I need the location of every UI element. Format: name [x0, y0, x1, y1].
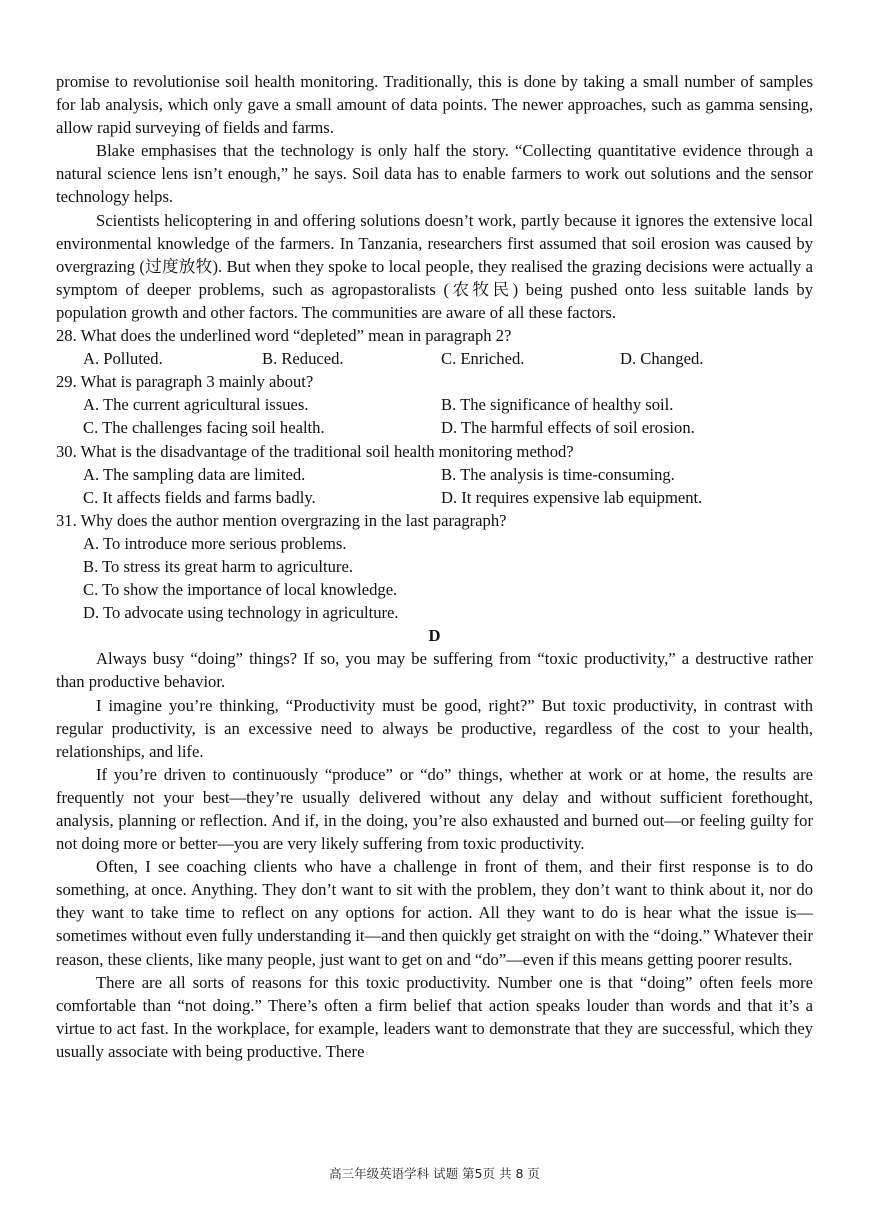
option-b: B. Reduced.	[262, 349, 344, 369]
question-stem: 29. What is paragraph 3 mainly about?	[56, 372, 314, 392]
option-a: A. Polluted.	[83, 349, 163, 369]
option-c: C. Enriched.	[441, 349, 525, 369]
question-30	[56, 440, 813, 509]
passage-d-paragraph: I imagine you’re thinking, “Productivity must be good, right?” But toxic productivity, in contrast with regular productivity, is an excessive need to always be productive, regardless of the cost to your health, relationships, and life.	[56, 695, 813, 761]
option-c: C. It affects fields and farms badly.	[83, 487, 316, 507]
option-b: B. The significance of healthy soil.	[441, 395, 674, 415]
exam-page-body	[56, 70, 813, 1063]
passage-c-paragraph: promise to revolutionise soil health monitoring. Traditionally, this is done by taking a small number of samples for lab analysis, which only gave a small amount of data points. The newer approaches, such as gamma sensing, allow rapid surveying of fields and farms.	[56, 72, 813, 138]
option-d: D. To advocate using technology in agriculture.	[83, 603, 399, 623]
question-stem: 31. Why does the author mention overgrazing in the last paragraph?	[56, 510, 507, 530]
question-options	[56, 463, 813, 486]
question-29	[56, 370, 813, 439]
option-b: B. To stress its great harm to agriculture.	[83, 556, 353, 576]
question-options	[56, 393, 813, 416]
question-options	[56, 486, 813, 509]
question-options	[56, 347, 813, 370]
passage-d-paragraph: If you’re driven to continuously “produce” or “do” things, whether at work or at home, the results are frequently not your best—they’re usually delivered without any delay and without sufficient forethought, analysis, planning or reflection. And if, in the doing, you’re also exhausted and burned out—or feeling guilty for not doing more or better—you are very likely suffering from toxic productivity.	[56, 764, 813, 854]
question-28	[56, 324, 813, 370]
question-stem: 30. What is the disadvantage of the traditional soil health monitoring method?	[56, 441, 574, 461]
option-d: D. The harmful effects of soil erosion.	[441, 418, 695, 438]
passage-c-paragraph: Scientists helicoptering in and offering solutions doesn’t work, partly because it ignores the extensive local environmental knowledge of the farmers. In Tanzania, researchers first assumed that soil erosion was caused by overgrazing (过度放牧). But when they spoke to local people, they realised the grazing decisions were actually a symptom of deeper problems, such as agropastoralists (农牧民) being pushed onto less suitable lands by population growth and other factors. The communities are aware of all these factors.	[56, 210, 813, 322]
question-stem: 28. What does the underlined word “depleted” mean in paragraph 2?	[56, 326, 512, 346]
passage-d-heading: D	[428, 626, 441, 646]
question-31	[56, 509, 813, 624]
option-a: A. The current agricultural issues.	[83, 395, 309, 415]
page-footer: 高三年级英语学科 试题 第5页 共 8 页	[329, 1166, 540, 1181]
option-c: C. The challenges facing soil health.	[83, 418, 325, 438]
option-d: D. It requires expensive lab equipment.	[441, 487, 703, 507]
passage-d-paragraph: Always busy “doing” things? If so, you may be suffering from “toxic productivity,” a destructive rather than productive behavior.	[56, 649, 813, 692]
option-b: B. The analysis is time-consuming.	[441, 464, 675, 484]
passage-c-paragraph: Blake emphasises that the technology is only half the story. “Collecting quantitative evidence through a natural science lens isn’t enough,” he says. Soil data has to enable farmers to work out solutions and the sensor technology helps.	[56, 141, 813, 207]
option-d: D. Changed.	[620, 349, 704, 369]
passage-d-paragraph: There are all sorts of reasons for this toxic productivity. Number one is that “doing” often feels more comfortable than “not doing.” There’s often a firm belief that action speaks louder than words and that it’s a virtue to act fast. In the workplace, for example, leaders want to demonstrate that they are successful, which they usually associate with being productive. There	[56, 972, 813, 1061]
option-c: C. To show the importance of local knowledge.	[83, 580, 398, 600]
option-a: A. To introduce more serious problems.	[83, 533, 347, 553]
option-a: A. The sampling data are limited.	[83, 464, 306, 484]
question-options	[56, 416, 813, 439]
passage-d-paragraph: Often, I see coaching clients who have a challenge in front of them, and their first response is to do something, at once. Anything. They don’t want to sit with the problem, they don’t want to think about it, nor do they want to take time to reflect on any options for action. All they want to do is hear what the issue is—sometimes without even fully understanding it—and then quickly get straight on with the “doing.” Whatever their reason, these clients, like many people, just want to get on and “do”—even if this means getting poorer results.	[56, 857, 813, 969]
